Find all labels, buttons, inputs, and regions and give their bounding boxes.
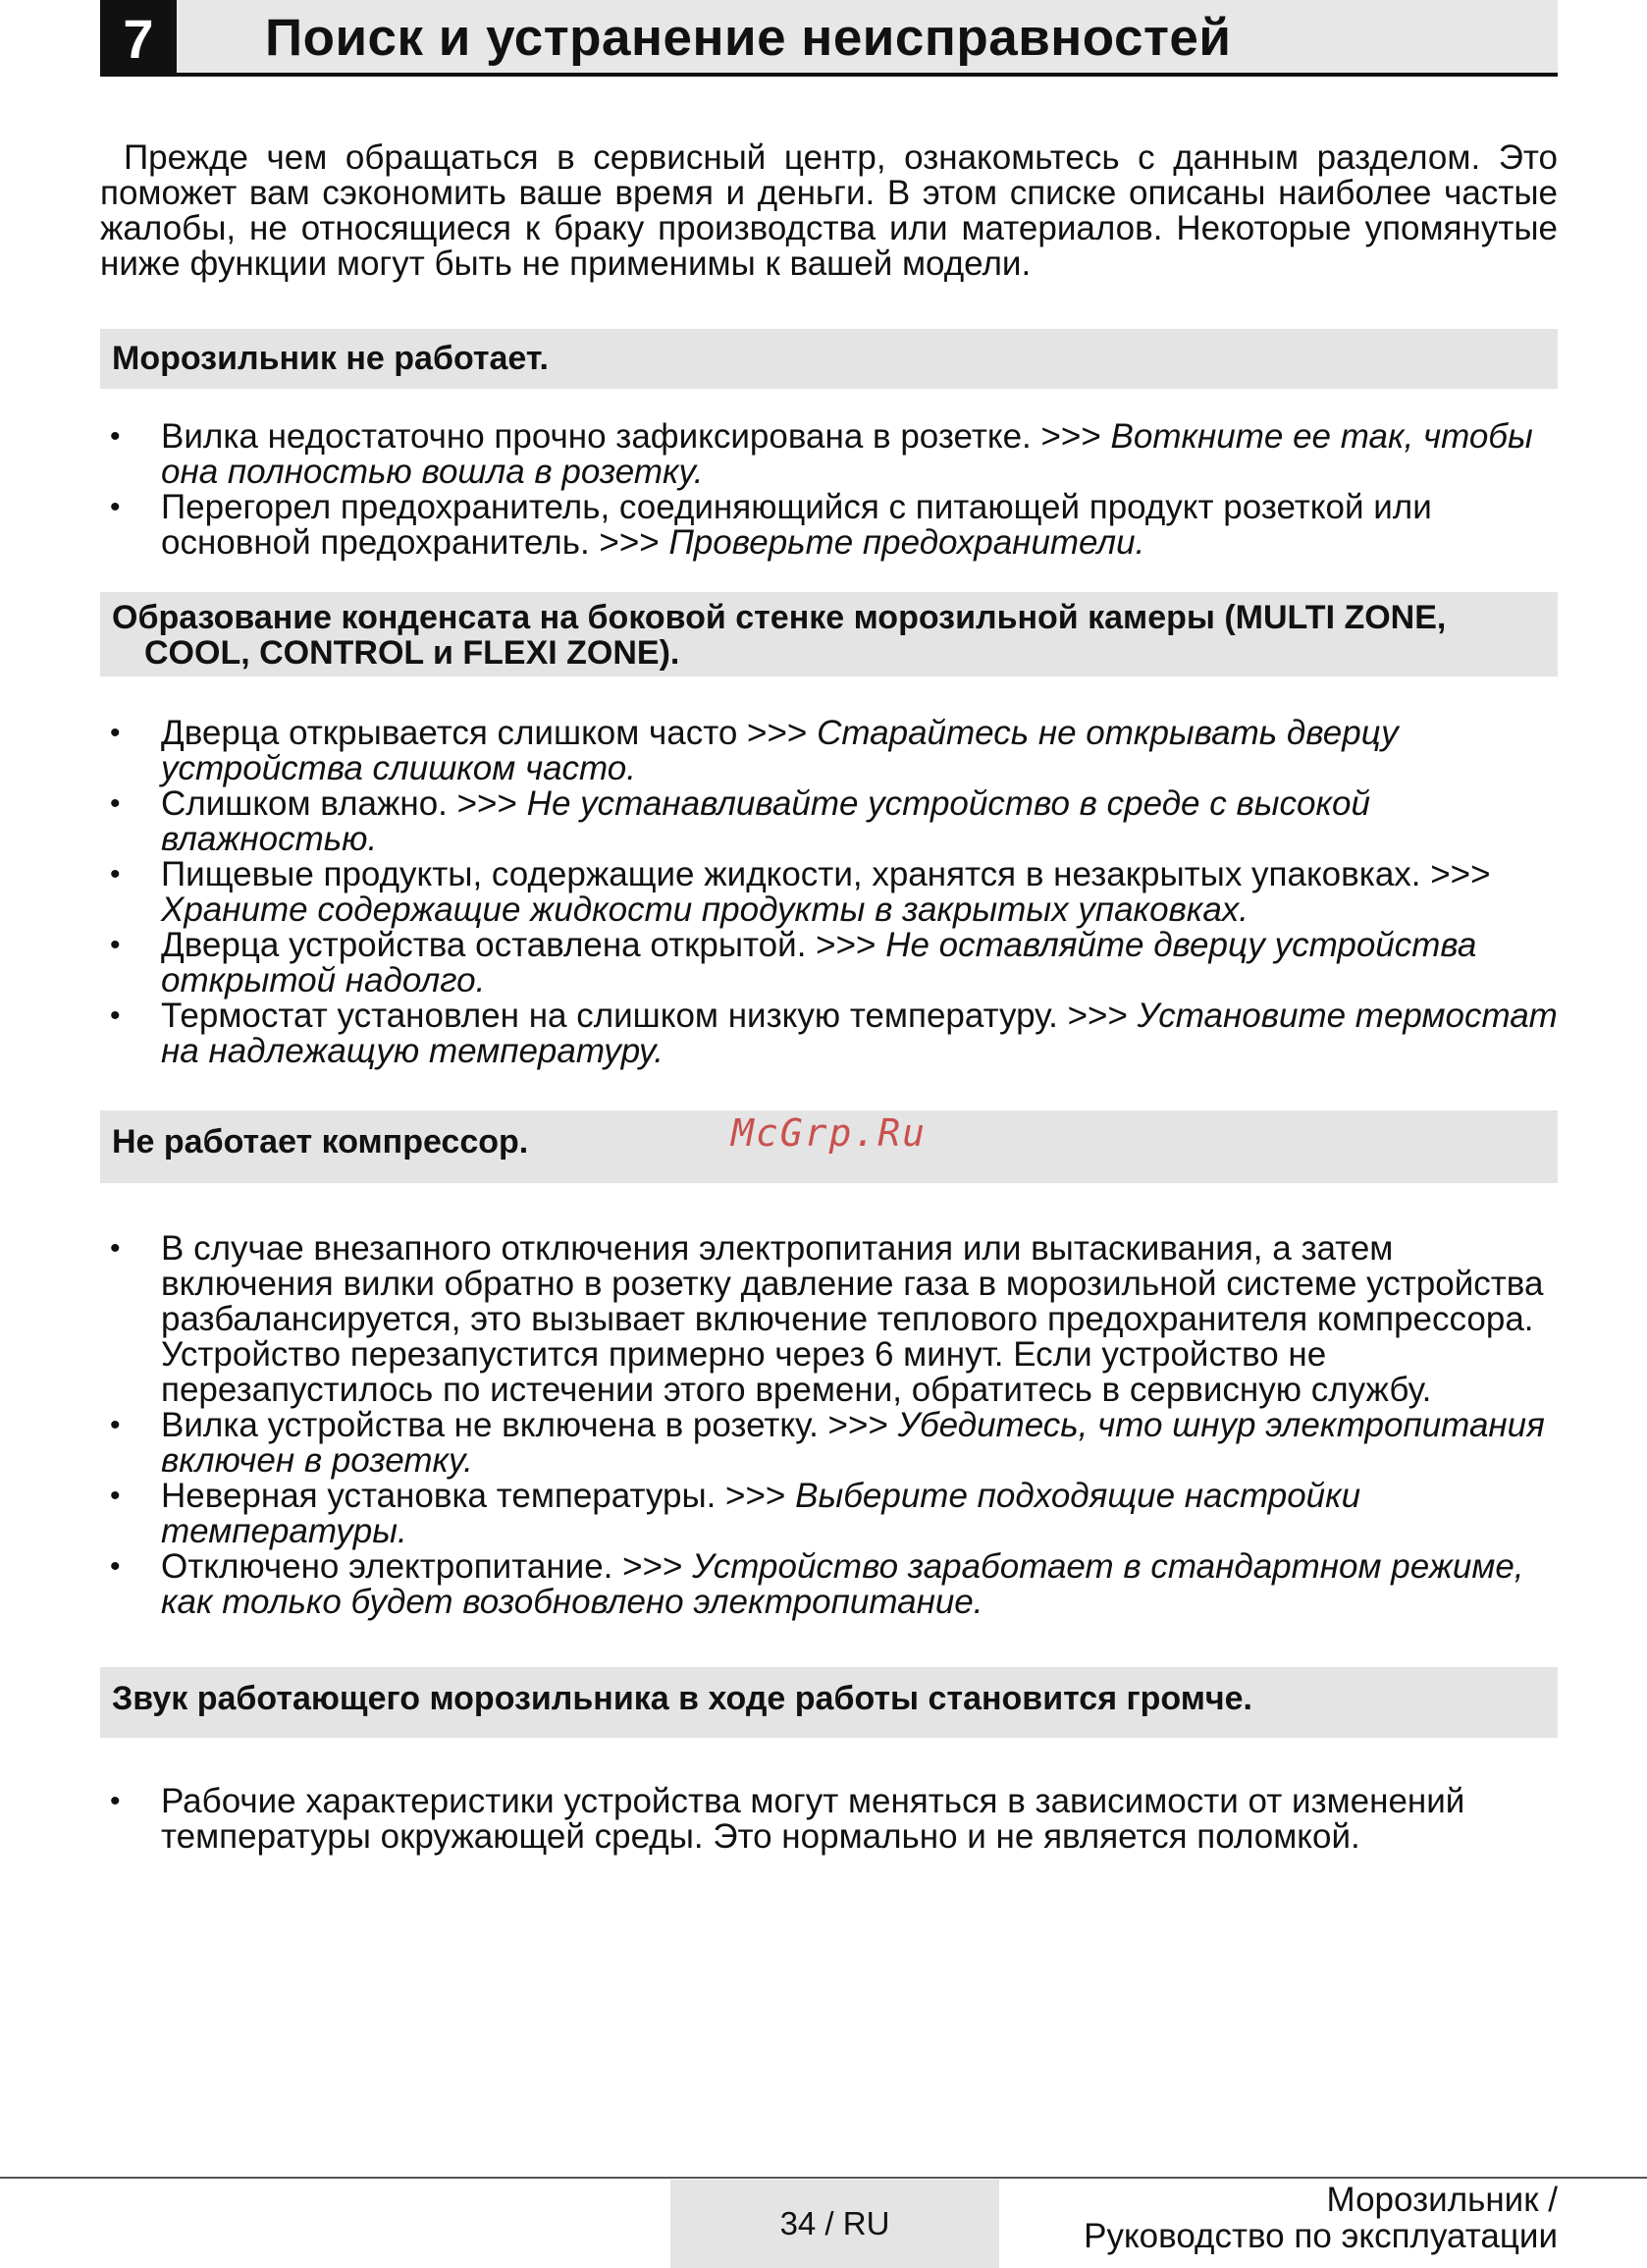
list-item: [100, 928, 1558, 999]
solution-text: Проверьте предохранители.: [668, 523, 1145, 562]
footer-document-title: [1084, 2182, 1558, 2254]
page-number: 34 / RU: [670, 2180, 999, 2268]
bullet-icon: •: [110, 999, 121, 1032]
section-title: Не работает компрессор.: [112, 1123, 529, 1161]
problem-text: Отключено электропитание. >>>: [161, 1547, 693, 1586]
problem-text: Слишком влажно. >>>: [161, 784, 527, 823]
solution-text: Убедитесь, что шнур электропитания включен в розетку.: [161, 1406, 1545, 1480]
solution-text: Не оставляйте дверцу устройства открытой надолго.: [161, 926, 1477, 999]
problem-text: Рабочие характеристики устройства могут меняться в зависимости от изменений температуры окружающей среды. Это нормально и не является поломкой.: [161, 1782, 1465, 1856]
footer-divider: [0, 2177, 1647, 2179]
section-heading: [100, 1667, 1558, 1738]
section-list: [100, 1784, 1558, 1855]
bullet-icon: •: [110, 1785, 121, 1817]
list-item: [100, 1549, 1558, 1620]
problem-text: Вилка устройства не включена в розетку. >>>: [161, 1406, 898, 1444]
list-item: [100, 857, 1558, 928]
problem-text: Термостат установлен на слишком низкую температуру. >>>: [161, 997, 1138, 1035]
problem-text: Дверца устройства оставлена открытой. >>>: [161, 926, 886, 964]
watermark: McGrp.Ru: [731, 1111, 928, 1155]
list-item: [100, 1408, 1558, 1479]
list-item: [100, 1784, 1558, 1855]
footer-doc-line1: Морозильник /: [1326, 2181, 1558, 2219]
section-heading: [100, 329, 1558, 389]
bullet-icon: •: [110, 717, 121, 749]
solution-text: Не устанавливайте устройство в среде с высокой влажностью.: [161, 784, 1370, 858]
solution-text: Старайтесь не открывать дверцу устройства слишком часто.: [161, 714, 1399, 787]
list-item: [100, 999, 1558, 1069]
bullet-icon: •: [110, 1232, 121, 1265]
problem-text: Перегорел предохранитель, соединяющийся с питающей продукт розеткой или основной предохранитель. >>>: [161, 488, 1432, 562]
bullet-icon: •: [110, 787, 121, 820]
problem-text: Вилка недостаточно прочно зафиксирована в розетке. >>>: [161, 417, 1111, 456]
bullet-icon: •: [110, 420, 121, 453]
section-title: Морозильник не работает.: [112, 340, 550, 377]
chapter-header: [100, 0, 1558, 77]
list-item: [100, 716, 1558, 786]
list-item: [100, 490, 1558, 561]
list-item: [100, 1231, 1558, 1408]
chapter-title: Поиск и устранение неисправностей: [265, 9, 1232, 67]
list-item: [100, 1479, 1558, 1549]
problem-text: Неверная установка температуры. >>>: [161, 1477, 796, 1515]
bullet-icon: •: [110, 858, 121, 891]
solution-text: Выберите подходящие настройки температуры.: [161, 1477, 1361, 1550]
section-title: Звук работающего морозильника в ходе работы становится громче.: [112, 1680, 1252, 1717]
solution-text: Установите термостат на надлежащую температуру.: [161, 997, 1558, 1070]
list-item: [100, 786, 1558, 857]
bullet-icon: •: [110, 1550, 121, 1583]
footer-doc-line2: Руководство по эксплуатации: [1084, 2217, 1558, 2255]
problem-text: Пищевые продукты, содержащие жидкости, хранятся в незакрытых упаковках. >>>: [161, 855, 1491, 893]
section-list: [100, 419, 1558, 561]
bullet-icon: •: [110, 1480, 121, 1512]
problem-text: Дверца открывается слишком часто >>>: [161, 714, 818, 752]
problem-text: В случае внезапного отключения электропитания или вытаскивания, а затем включения вилки обратно в розетку давление газа в морозильной системе устройства разбалансируется, это вызывает включение теплового предохранителя компрессора. Устройство перезапустится примерно через 6 минут. Если устройство не перезапустилось по истечении этого времени, обратитесь в сервисную службу.: [161, 1229, 1544, 1409]
bullet-icon: •: [110, 491, 121, 523]
chapter-number: 7: [100, 0, 177, 77]
bullet-icon: •: [110, 1409, 121, 1441]
bullet-icon: •: [110, 929, 121, 961]
solution-text: Воткните ее так, чтобы она полностью вошла в розетку.: [161, 417, 1533, 491]
section-heading: [100, 592, 1558, 676]
list-item: [100, 419, 1558, 490]
section-title: Образование конденсата на боковой стенке морозильной камеры (MULTI ZONE, COOL, CONTROL и FLEXI ZONE).: [112, 599, 1447, 672]
solution-text: Устройство заработает в стандартном режиме, как только будет возобновлено электропитание.: [161, 1547, 1524, 1621]
section-list: [100, 1231, 1558, 1620]
section-list: [100, 716, 1558, 1069]
solution-text: Храните содержащие жидкости продукты в закрытых упаковках.: [161, 891, 1249, 929]
intro-paragraph: Прежде чем обращаться в сервисный центр, ознакомьтесь с данным разделом. Это поможет вам сэкономить ваше время и деньги. В этом списке описаны наиболее частые жалобы, не относящиеся к браку производства или материалов. Некоторые упомянутые ниже функции могут быть не применимы к вашей модели.: [100, 138, 1558, 283]
